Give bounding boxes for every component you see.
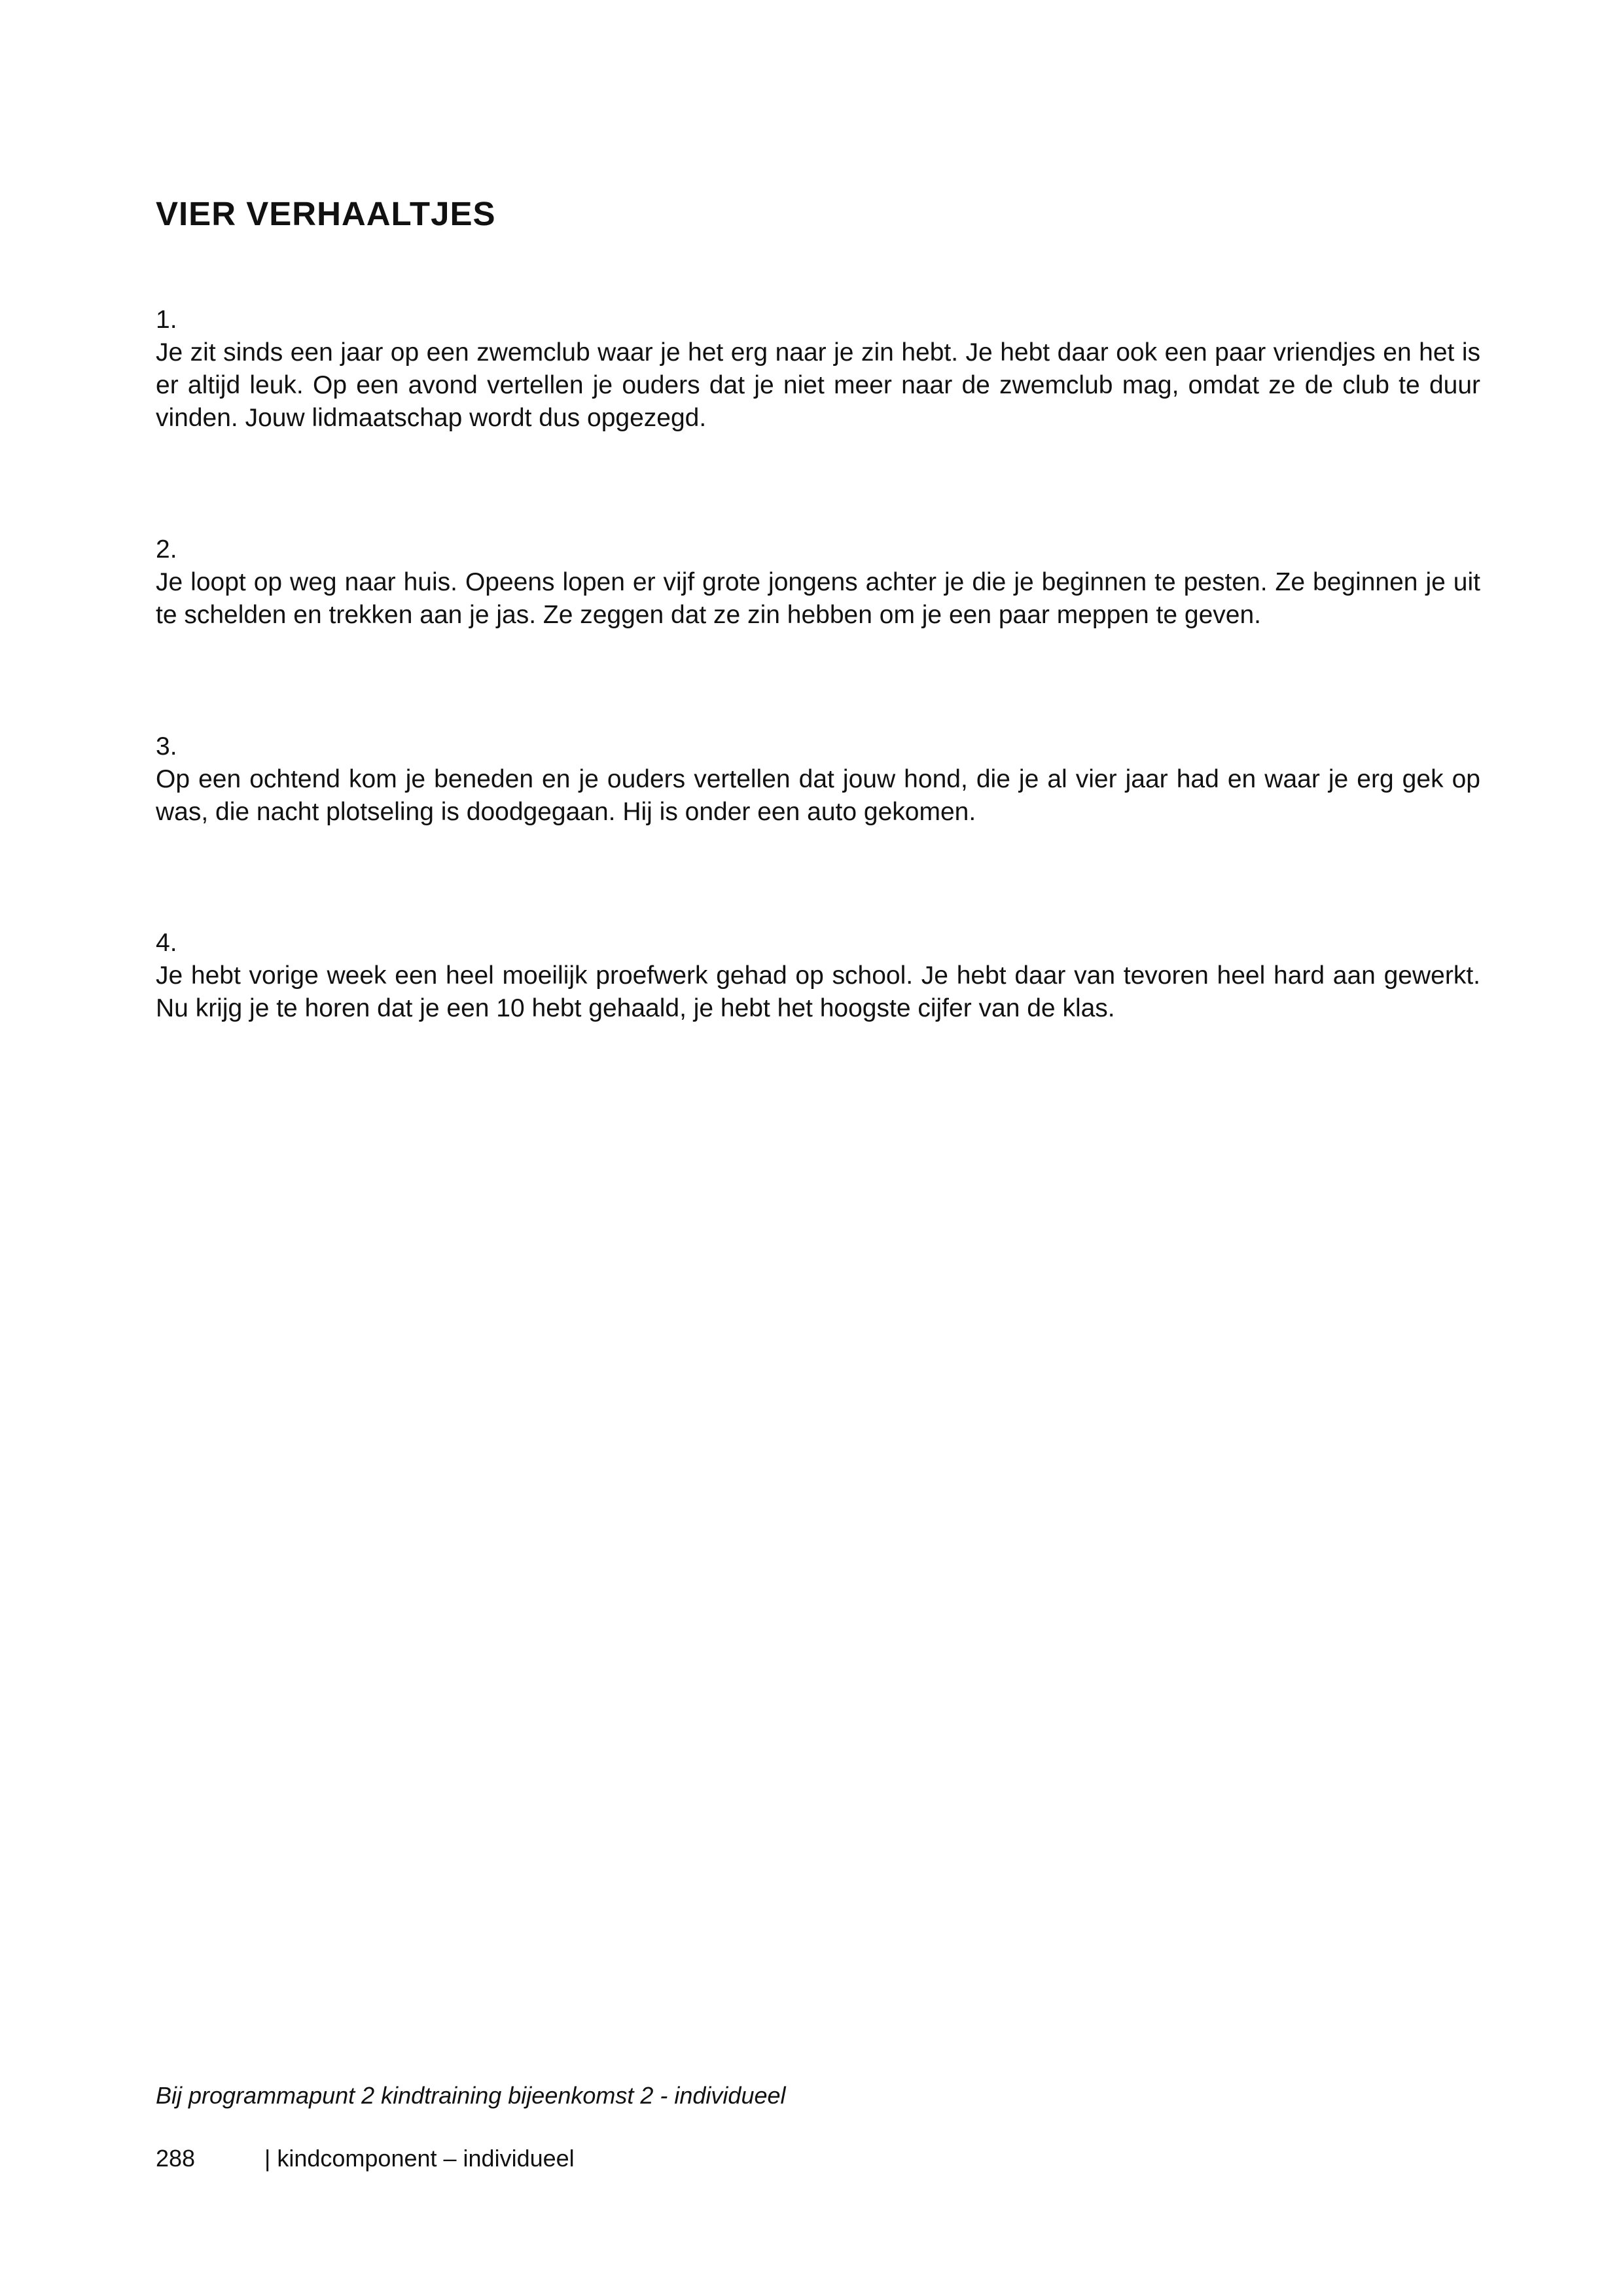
story-1 xyxy=(156,304,1480,435)
page-footer xyxy=(156,2144,575,2172)
story-number: 2. xyxy=(156,535,177,564)
story-3 xyxy=(156,730,1480,829)
story-number: 1. xyxy=(156,306,177,334)
story-number: 3. xyxy=(156,732,177,761)
footer-section-label: | kindcomponent – individueel xyxy=(264,2145,575,2172)
page-title: VIER VERHAALTJES xyxy=(156,195,496,232)
story-text: Op een ochtend kom je beneden en je ouders vertellen dat jouw hond, die je al vier jaar had en waar je erg gek op was, die nacht plotseling is doodgegaan. Hij is onder een auto gekomen. xyxy=(156,765,1480,826)
story-2 xyxy=(156,533,1480,632)
story-text: Je hebt vorige week een heel moeilijk proefwerk gehad op school. Je hebt daar van tevoren heel hard aan gewerkt. Nu krijg je te horen dat je een 10 hebt gehaald, je hebt het hoogste cijfer van de klas. xyxy=(156,961,1480,1022)
footer-note: Bij programmapunt 2 kindtraining bijeenkomst 2 - individueel xyxy=(156,2082,786,2109)
story-4 xyxy=(156,927,1480,1025)
story-text: Je zit sinds een jaar op een zwemclub waar je het erg naar je zin hebt. Je hebt daar ook een paar vriendjes en het is er altijd leuk. Op een avond vertellen je ouders dat je niet meer naar de zwemclub mag, omdat ze de club te duur vinden. Jouw lidmaatschap wordt dus opgezegd. xyxy=(156,338,1480,432)
story-text: Je loopt op weg naar huis. Opeens lopen er vijf grote jongens achter je die je beginnen te pesten. Ze beginnen je uit te schelden en trekken aan je jas. Ze zeggen dat ze zin hebben om je een paar meppen te geven. xyxy=(156,568,1480,629)
page-number: 288 xyxy=(156,2145,196,2172)
story-number: 4. xyxy=(156,929,177,957)
